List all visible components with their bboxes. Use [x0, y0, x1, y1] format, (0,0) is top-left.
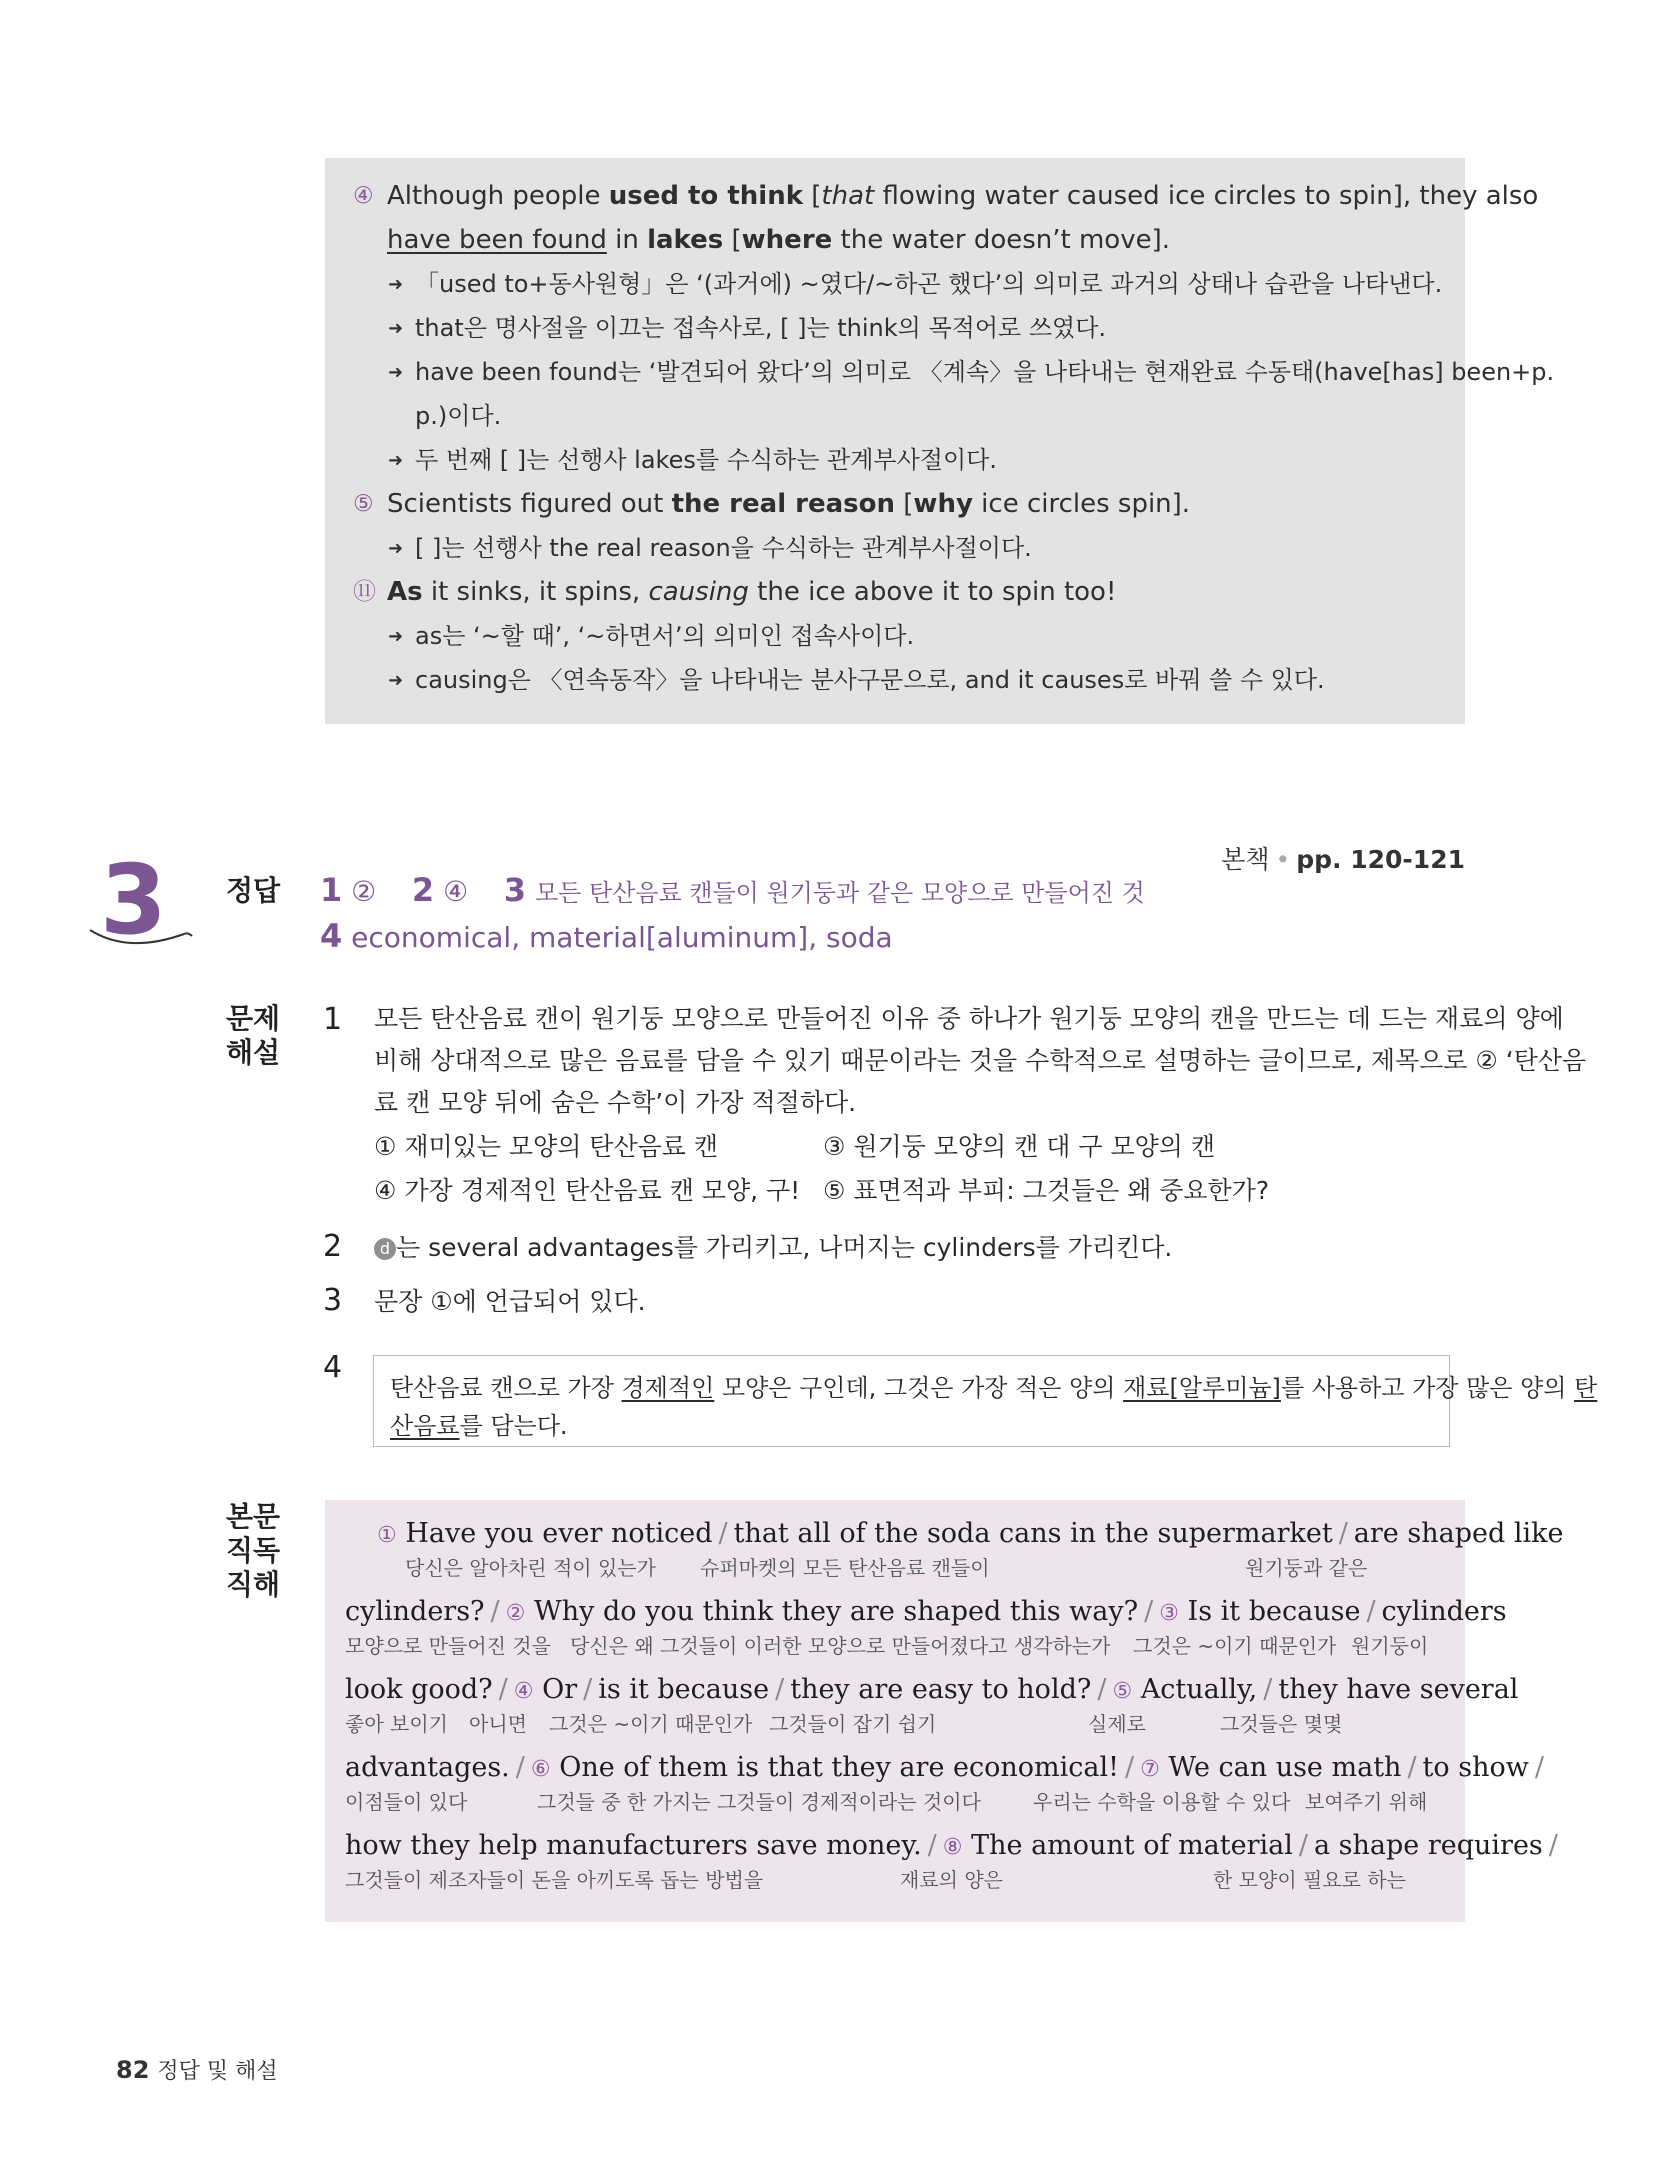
reading-line-4: advantages. / ⑥ One of them is that they are economical! / ⑦ We can use math / to show /	[345, 1752, 1544, 1783]
reading-gloss: 이점들이 있다	[345, 1790, 468, 1814]
reading-line-3: look good? / ④ Or / is it because / they are easy to hold? / ⑤ Actually, / they have several	[345, 1674, 1519, 1705]
answers-row2: 4 economical, material[aluminum], soda	[320, 917, 893, 955]
question-number: 1	[323, 1002, 343, 1037]
question-number: 4	[323, 1350, 343, 1385]
q1-text-line: 료 캔 모양 뒤에 숨은 수학’이 가장 적절하다.	[374, 1088, 857, 1117]
reading-line-5: how they help manufacturers save money. / ⑧ The amount of material / a shape requires /	[345, 1830, 1558, 1861]
reading-gloss: 원기둥이	[1351, 1634, 1429, 1658]
reading-gloss: 실제로	[1088, 1712, 1146, 1736]
sentence-number: ⑪	[353, 579, 376, 605]
option-1: ① 재미있는 모양의 탄산음료 캔	[374, 1132, 719, 1161]
letter-d-badge: d	[374, 1238, 396, 1260]
reading-line-1: ① Have you ever noticed / that all of the soda cans in the supermarket / are shaped like	[377, 1518, 1564, 1549]
reading-gloss: 그것들 중 한 가지는 그것들이 경제적이라는 것이다	[537, 1790, 981, 1814]
reading-gloss: 그것은 ~이기 때문인가	[1133, 1634, 1337, 1658]
page-reference: 본책 • pp. 120-121	[1221, 845, 1465, 874]
page-number: 82	[116, 2056, 150, 2084]
reading-gloss: 우리는 수학을 이용할 수 있다	[1033, 1790, 1291, 1814]
reading-gloss: 재료의 양은	[900, 1868, 1003, 1892]
question-number: 2	[323, 1229, 343, 1264]
reading-label-2: 직독	[226, 1534, 281, 1567]
option-5: ⑤ 표면적과 부피: 그것들은 왜 중요한가?	[823, 1176, 1270, 1205]
reading-line-2: cylinders? / ② Why do you think they are shaped this way? / ③ Is it because / cylinders	[345, 1596, 1507, 1627]
q2-text: d 는 several advantages를 가리키고, 나머지는 cylinders를 가리킨다.	[374, 1227, 1172, 1269]
answers-row1: 1 ② 2 ④ 3 모든 탄산음료 캔들이 원기둥과 같은 모양으로 만들어진 것	[320, 871, 1145, 909]
option-4: ④ 가장 경제적인 탄산음료 캔 모양, 구!	[374, 1176, 801, 1205]
page-footer	[116, 2054, 278, 2085]
reading-gloss: 아니면	[469, 1712, 527, 1736]
answers-label: 정답	[226, 874, 281, 907]
explanation-label-2: 해설	[226, 1036, 281, 1069]
section-number: 3	[100, 844, 167, 956]
reading-gloss: 모양으로 만들어진 것을	[345, 1634, 551, 1658]
reading-gloss: 슈퍼마켓의 모든 탄산음료 캔들이	[700, 1556, 990, 1580]
reading-gloss: 보여주기 위해	[1305, 1790, 1428, 1814]
question-number: 3	[323, 1283, 343, 1318]
page-footer-label: 정답 및 해설	[157, 2059, 278, 2084]
q1-text-line: 모든 탄산음료 캔이 원기둥 모양으로 만들어진 이유 중 하나가 원기둥 모양의 캔을 만드는 데 드는 재료의 양에	[374, 1004, 1564, 1033]
reading-gloss: 좋아 보이기	[345, 1712, 448, 1736]
sentence-number: ④	[353, 183, 374, 209]
q4-line2: 산음료를 담는다.	[390, 1412, 568, 1440]
reading-gloss: 한 모양이 필요로 하는	[1213, 1868, 1406, 1892]
reading-gloss: 당신은 알아차린 적이 있는가	[405, 1556, 656, 1580]
reading-gloss: 원기둥과 같은	[1245, 1556, 1368, 1580]
q4-line1: 탄산음료 캔으로 가장 경제적인 모양은 구인데, 그것은 가장 적은 양의 재료[알루미늄]를 사용하고 가장 많은 양의 탄	[390, 1374, 1598, 1402]
reading-box	[325, 1500, 1564, 1922]
reading-gloss: 당신은 왜 그것들이 이러한 모양으로 만들어졌다고 생각하는가	[570, 1634, 1111, 1658]
arrow-icon: ➜	[388, 670, 404, 691]
arrow-icon: ➜	[388, 362, 404, 383]
section-swoosh-decoration	[88, 924, 194, 954]
q4-answer-box	[373, 1355, 1598, 1447]
option-3: ③ 원기둥 모양의 캔 대 구 모양의 캔	[823, 1132, 1215, 1161]
grammar-notes-box: ④ Although people used to think [that flowing water caused ice circles to spin], they also have been found in lakes [where the water doesn’t move]. ➜ 「used to+동사원형」은 ‘(과거에) ~였다/~하곤 했다’의 의미로 과거의 상태나 습관을 나타낸다. ➜ that은 명사절을 이끄는 접속사로, [ ]는 think의 목적어로 쓰였다. ➜ have been found는 ‘발견되어 왔다’의 의미로 〈계속〉을 나타내는 현재완료 수동태(have[has] been+p. p.)이다. ➜ 두 번째 [ ]는 선행사 lakes를 수식하는 관계부사절이다. ⑤ Scientists figured out the real reason [why ice circles spin]. ➜ [ ]는 선행사 the real reason을 수식하는 관계부사절이다. ⑪ As it sinks, it spins, causing the ice above it to spin too! ➜ as는 ‘~할 때’, ‘~하면서’의 의미인 접속사이다. ➜ causing은 〈연속동작〉을 나타내는 분사구문으로, and it causes로 바꿔 쓸 수 있다.	[325, 158, 1465, 724]
reading-label-3: 직해	[226, 1568, 281, 1601]
reading-label-1: 본문	[226, 1500, 281, 1533]
q1-text-line: 비해 상대적으로 많은 음료를 담을 수 있기 때문이라는 것을 수학적으로 설명하는 글이므로, 제목으로 ② ‘탄산음	[374, 1046, 1587, 1075]
reading-gloss: 그것들은 몇몇	[1220, 1712, 1343, 1736]
q3-text: 문장 ①에 언급되어 있다.	[374, 1287, 646, 1316]
reading-gloss: 그것은 ~이기 때문인가	[549, 1712, 753, 1736]
explanation-label-1: 문제	[226, 1002, 281, 1035]
reading-gloss: 그것들이 잡기 쉽기	[769, 1712, 937, 1736]
reading-gloss: 그것들이 제조자들이 돈을 아끼도록 돕는 방법을	[345, 1868, 764, 1892]
arrow-icon: ➜	[388, 318, 404, 339]
arrow-icon: ➜	[388, 274, 404, 295]
arrow-icon: ➜	[388, 626, 404, 647]
sentence-number: ⑤	[353, 491, 374, 517]
arrow-icon: ➜	[388, 538, 404, 559]
arrow-icon: ➜	[388, 450, 404, 471]
